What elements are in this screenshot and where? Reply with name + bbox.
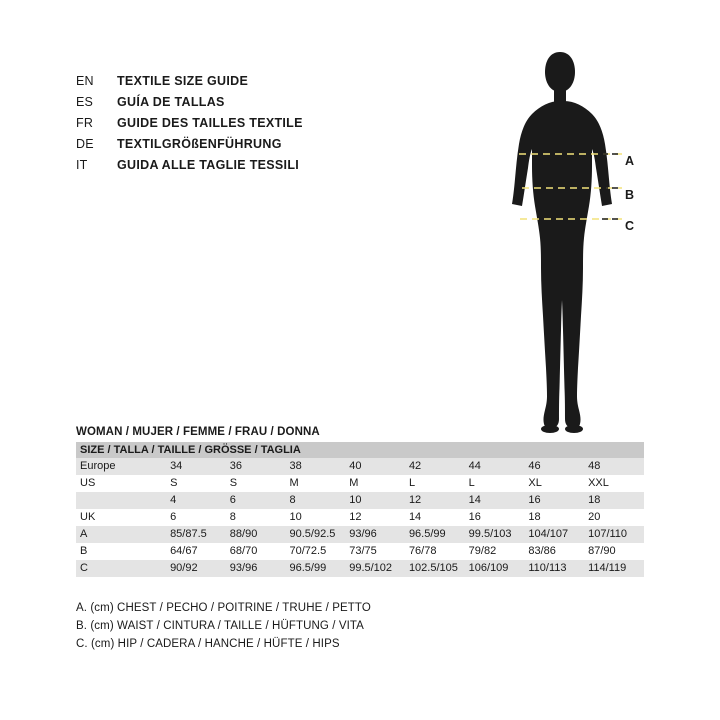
table-header-row [76,442,644,458]
row-cell: 46 [524,458,584,475]
title-row [76,116,496,136]
row-cell: 44 [465,458,525,475]
row-cell: 12 [405,492,465,509]
row-cell: 104/107 [524,526,584,543]
title-block [76,74,496,179]
title-text-en: TEXTILE SIZE GUIDE [117,74,249,88]
row-cell: 48 [584,458,644,475]
row-label: A [76,526,166,543]
table-row [76,526,644,543]
row-cell: 14 [405,509,465,526]
table-row [76,543,644,560]
row-cell: 85/87.5 [166,526,226,543]
row-cell: 40 [345,458,405,475]
row-cell: L [465,475,525,492]
row-cell: 90/92 [166,560,226,577]
row-cell: 8 [286,492,346,509]
row-cell: 70/72.5 [286,543,346,560]
row-cell: 6 [226,492,286,509]
row-label: B [76,543,166,560]
row-cell: 20 [584,509,644,526]
legend-row-b: B. (cm) WAIST / CINTURA / TAILLE / HÜFTUNG / VITA [76,620,364,632]
row-cell: 64/67 [166,543,226,560]
legend [76,602,536,656]
title-row [76,158,496,178]
row-label: US [76,475,166,492]
row-cell: 4 [166,492,226,509]
table-row [76,458,644,475]
title-text-it: GUIDA ALLE TAGLIE TESSILI [117,158,300,172]
row-cell: 106/109 [465,560,525,577]
title-row [76,74,496,94]
row-cell: 36 [226,458,286,475]
table-caption: WOMAN / MUJER / FEMME / FRAU / DONNA [76,426,320,438]
row-cell: 88/90 [226,526,286,543]
row-cell: 10 [286,509,346,526]
row-cell: 99.5/102 [345,560,405,577]
size-table-wrapper [76,426,644,577]
row-cell: 34 [166,458,226,475]
row-cell: 16 [524,492,584,509]
row-cell: 14 [465,492,525,509]
title-lang-es: ES [76,95,94,109]
row-cell: M [286,475,346,492]
row-cell: S [226,475,286,492]
row-cell: 93/96 [226,560,286,577]
row-cell: 99.5/103 [465,526,525,543]
row-cell: 42 [405,458,465,475]
row-cell: 90.5/92.5 [286,526,346,543]
row-cell: S [166,475,226,492]
row-cell: M [345,475,405,492]
guide-label-c: C [625,219,635,233]
table-row [76,492,644,509]
row-label: Europe [76,458,166,475]
row-cell: 10 [345,492,405,509]
female-silhouette-icon [470,48,670,438]
table-row [76,560,644,577]
title-text-fr: GUIDE DES TAILLES TEXTILE [117,116,303,130]
title-row [76,95,496,115]
title-lang-de: DE [76,137,94,151]
row-cell: 87/90 [584,543,644,560]
row-cell: 79/82 [465,543,525,560]
legend-row-a: A. (cm) CHEST / PECHO / POITRINE / TRUHE / PETTO [76,602,371,614]
row-cell: XL [524,475,584,492]
female-body-figure [470,48,670,438]
row-cell: 12 [345,509,405,526]
row-cell: 102.5/105 [405,560,465,577]
row-label: UK [76,509,166,526]
row-cell: 16 [465,509,525,526]
row-cell: 38 [286,458,346,475]
row-cell: 96.5/99 [286,560,346,577]
row-cell: 96.5/99 [405,526,465,543]
guide-label-a: A [625,154,635,168]
row-cell: 83/86 [524,543,584,560]
row-cell: 73/75 [345,543,405,560]
row-cell: XXL [584,475,644,492]
row-cell: 114/119 [584,560,644,577]
title-text-de: TEXTILGRÖßENFÜHRUNG [117,137,282,151]
row-cell: 110/113 [524,560,584,577]
table-row [76,475,644,492]
row-label [76,492,166,509]
row-cell: 18 [584,492,644,509]
guide-label-b: B [625,188,635,202]
title-row [76,137,496,157]
row-cell: L [405,475,465,492]
title-lang-fr: FR [76,116,94,130]
size-table [76,442,644,577]
row-label: C [76,560,166,577]
title-text-es: GUÍA DE TALLAS [117,95,225,109]
table-row [76,509,644,526]
row-cell: 6 [166,509,226,526]
row-cell: 107/110 [584,526,644,543]
table-header-label: SIZE / TALLA / TAILLE / GRÖSSE / TAGLIA [76,442,644,458]
title-lang-it: IT [76,158,88,172]
row-cell: 93/96 [345,526,405,543]
title-lang-en: EN [76,74,94,88]
legend-row-c: C. (cm) HIP / CADERA / HANCHE / HÜFTE / HIPS [76,638,340,650]
row-cell: 68/70 [226,543,286,560]
row-cell: 18 [524,509,584,526]
row-cell: 76/78 [405,543,465,560]
row-cell: 8 [226,509,286,526]
